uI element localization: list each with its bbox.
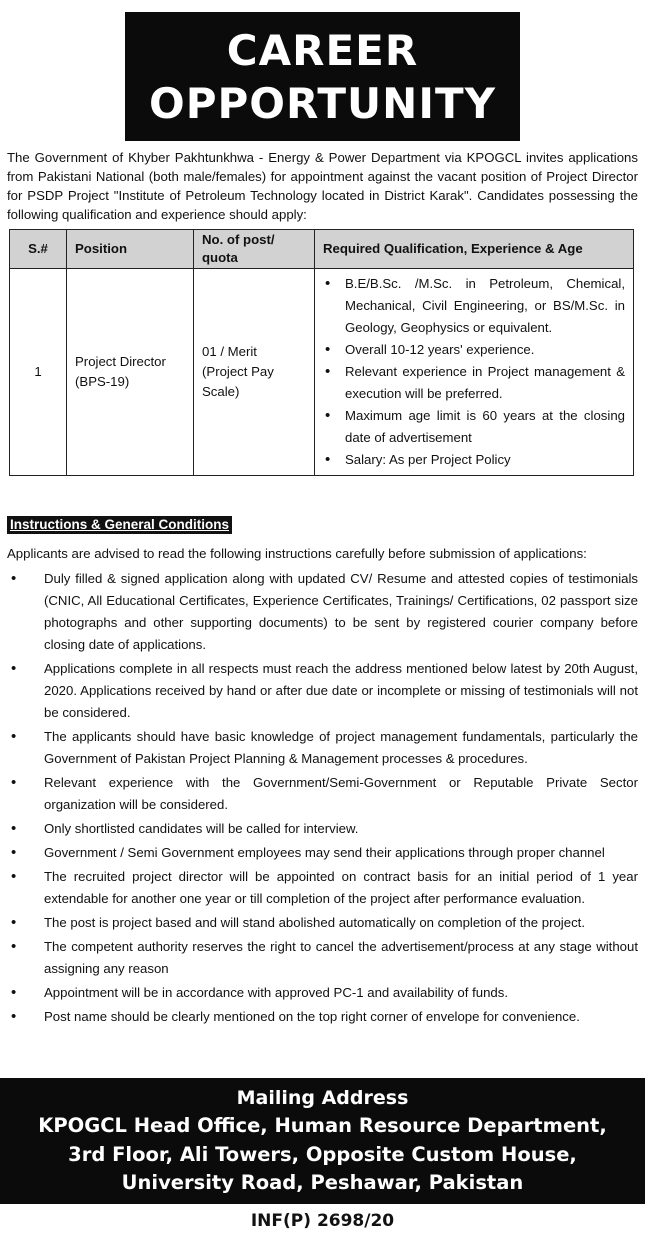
list-item: • Post name should be clearly mentioned on the top right corner of envelope for convenience. <box>44 1006 638 1028</box>
mailing-line: KPOGCL Head Office, Human Resource Department, <box>38 1114 607 1137</box>
list-item: • B.E/B.Sc. /M.Sc. in Petroleum, Chemical, Mechanical, Civil Engineering, or BS/M.Sc. in Geology, Geophysics or equivalent. <box>345 273 625 339</box>
list-item: • Appointment will be in accordance with approved PC-1 and availability of funds. <box>44 982 638 1004</box>
header-sno: S.# <box>10 230 67 269</box>
instructions-list <box>44 568 638 1030</box>
list-item: • Overall 10-12 years' experience. <box>345 339 625 361</box>
cell-sno: 1 <box>10 269 67 476</box>
intro-paragraph: The Government of Khyber Pakhtunkhwa - Energy & Power Department via KPOGCL invites applications from Pakistani National (both male/females) for appointment against the vacant position of Project Director for PSDP Project "Institute of Petroleum Technology located in District Karak". Candidates possessing the following qualification and experience should apply: <box>7 150 638 222</box>
list-item: • Maximum age limit is 60 years at the closing date of advertisement <box>345 405 625 449</box>
list-item: • Salary: As per Project Policy <box>345 449 625 471</box>
header-title-line2: OPPORTUNITY <box>148 79 497 128</box>
table-header-row <box>10 230 634 269</box>
mailing-heading: Mailing Address <box>236 1087 409 1109</box>
header-banner <box>125 12 520 141</box>
cell-position: Project Director (BPS-19) <box>67 269 194 476</box>
instructions-title: Instructions & General Conditions <box>7 516 232 534</box>
list-item: • Applications complete in all respects must reach the address mentioned below latest by 20th August, 2020. Applications received by hand or after due date or incomplete or missing of testimonials will not be considered. <box>44 658 638 724</box>
list-item: • The recruited project director will be appointed on contract basis for an initial period of 1 year extendable for another one year or till completion of the project after performance evaluation. <box>44 866 638 910</box>
header-title-line1: CAREER <box>226 26 419 75</box>
list-item: • Government / Semi Government employees may send their applications through proper channel <box>44 842 638 864</box>
header-position: Position <box>67 230 194 269</box>
requirements-list <box>323 273 625 471</box>
list-item: • Only shortlisted candidates will be called for interview. <box>44 818 638 840</box>
mailing-line: University Road, Peshawar, Pakistan <box>121 1171 524 1194</box>
reference-number: INF(P) 2698/20 <box>250 1211 395 1231</box>
mailing-address-block <box>0 1078 645 1204</box>
list-item: • Relevant experience with the Government/Semi-Government or Reputable Private Sector organization will be considered. <box>44 772 638 816</box>
table-row <box>10 269 634 476</box>
position-table <box>9 229 634 476</box>
list-item: • The post is project based and will stand abolished automatically on completion of the project. <box>44 912 638 934</box>
list-item: • Relevant experience in Project management & execution will be preferred. <box>345 361 625 405</box>
list-item: • The competent authority reserves the right to cancel the advertisement/process at any stage without assigning any reason <box>44 936 638 980</box>
instructions-lead: Applicants are advised to read the following instructions carefully before submission of applications: <box>7 546 587 561</box>
cell-requirements <box>315 269 634 476</box>
header-posts: No. of post/ quota <box>194 230 315 269</box>
list-item: • The applicants should have basic knowledge of project management fundamentals, particularly the Government of Pakistan Project Planning & Management processes & procedures. <box>44 726 638 770</box>
header-requirements: Required Qualification, Experience & Age <box>315 230 634 269</box>
cell-posts: 01 / Merit (Project Pay Scale) <box>194 269 315 476</box>
mailing-line: 3rd Floor, Ali Towers, Opposite Custom House, <box>68 1142 577 1166</box>
list-item: • Duly filled & signed application along with updated CV/ Resume and attested copies of testimonials (CNIC, All Educational Certificates, Experience Certificates, Trainings/ Certifications, 02 passport size photographs and other supporting documents) to be sent by registered courier company before closing date of applications. <box>44 568 638 656</box>
